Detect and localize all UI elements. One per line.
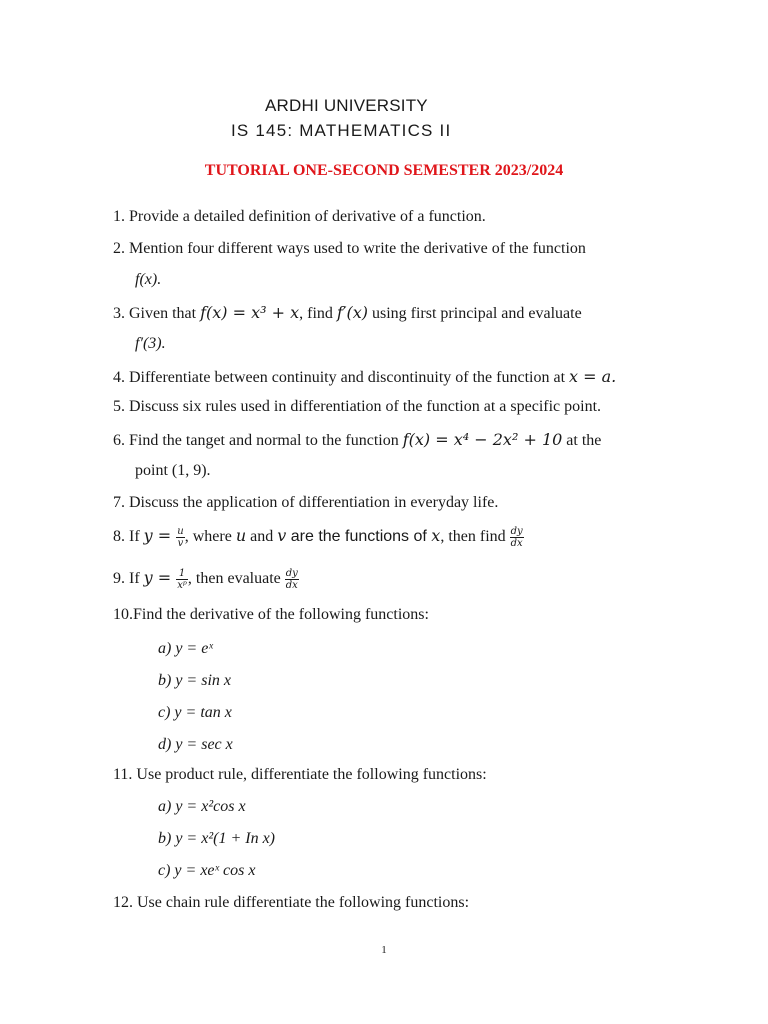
q3-text-c: using first principal and evaluate xyxy=(367,305,582,322)
q8-denominator: v xyxy=(177,538,184,549)
question-6 xyxy=(113,430,601,450)
q8-text-d: are the functions of xyxy=(286,528,432,546)
q9-text-a: 9. If xyxy=(113,570,144,588)
q8-fraction xyxy=(176,526,184,549)
question-10a: a) y = eˣ xyxy=(158,640,213,657)
question-5: 5. Discuss six rules used in differentiation of the function at a specific point. xyxy=(113,398,602,415)
question-6-point: point (1, 9). xyxy=(135,462,211,479)
question-10: 10.Find the derivative of the following functions: xyxy=(113,606,429,623)
q6-math: f(x) = x⁴ − 2x² + 10 xyxy=(402,430,563,449)
question-11c: c) y = xeˣ cos x xyxy=(158,862,256,879)
q8-x: x xyxy=(431,526,441,546)
question-3-math: f′(3). xyxy=(135,335,166,352)
q9-derivative xyxy=(285,568,299,591)
q8-text-b: , where xyxy=(184,528,236,546)
question-2-math: f(x). xyxy=(135,271,162,288)
question-10d: d) y = sec x xyxy=(158,736,233,753)
q8-dx: dx xyxy=(510,538,523,549)
q9-math-y: y = xyxy=(143,568,177,588)
q8-text-a: 8. If xyxy=(113,528,144,546)
question-10c: c) y = tan x xyxy=(158,704,232,721)
q3-text-a: 3. Given that xyxy=(113,305,201,322)
question-1: 1. Provide a detailed definition of derivative of a function. xyxy=(113,208,486,225)
university-title: ARDHI UNIVERSITY xyxy=(265,96,428,115)
question-8 xyxy=(113,526,524,549)
q8-u: u xyxy=(235,526,247,546)
question-11b: b) y = x²(1 + In x) xyxy=(158,830,276,847)
question-7: 7. Discuss the application of differentiation in everyday life. xyxy=(113,494,499,511)
q9-dy: dy xyxy=(285,568,298,579)
tutorial-title: TUTORIAL ONE-SECOND SEMESTER 2023/2024 xyxy=(204,162,564,179)
q9-denominator: xᵖ xyxy=(177,580,187,591)
question-12: 12. Use chain rule differentiate the following functions: xyxy=(113,894,470,911)
q8-numerator: u xyxy=(177,526,184,537)
page-number: 1 xyxy=(381,944,387,956)
q8-v: v xyxy=(277,526,287,546)
q8-math-y: y = xyxy=(143,526,177,546)
course-title: IS 145: MATHEMATICS II xyxy=(231,121,452,140)
q9-fraction xyxy=(176,568,188,591)
question-2: 2. Mention four different ways used to write the derivative of the function xyxy=(113,240,586,257)
q3-math-b: f′(x) xyxy=(336,303,368,322)
question-3 xyxy=(113,303,582,323)
q9-numerator: 1 xyxy=(176,568,188,580)
q3-text-b: , find xyxy=(299,305,337,322)
q4-math: x = a. xyxy=(569,367,617,386)
q8-derivative xyxy=(510,526,524,549)
q8-dy: dy xyxy=(510,526,523,537)
question-4 xyxy=(113,367,616,387)
q6-text-a: 6. Find the tanget and normal to the function xyxy=(113,432,403,449)
q8-text-e: , then find xyxy=(440,528,510,546)
q4-text: 4. Differentiate between continuity and discontinuity of the function at xyxy=(113,369,570,386)
question-9 xyxy=(113,568,299,591)
question-11: 11. Use product rule, differentiate the following functions: xyxy=(113,766,487,783)
q8-text-c: and xyxy=(246,528,278,546)
q3-math-a: f(x) = x³ + x xyxy=(200,303,300,322)
question-10b: b) y = sin x xyxy=(158,672,231,689)
q9-dx: dx xyxy=(285,580,298,591)
question-11a: a) y = x²cos x xyxy=(158,798,246,815)
q9-text-b: , then evaluate xyxy=(187,570,285,588)
q6-text-b: at the xyxy=(562,432,602,449)
